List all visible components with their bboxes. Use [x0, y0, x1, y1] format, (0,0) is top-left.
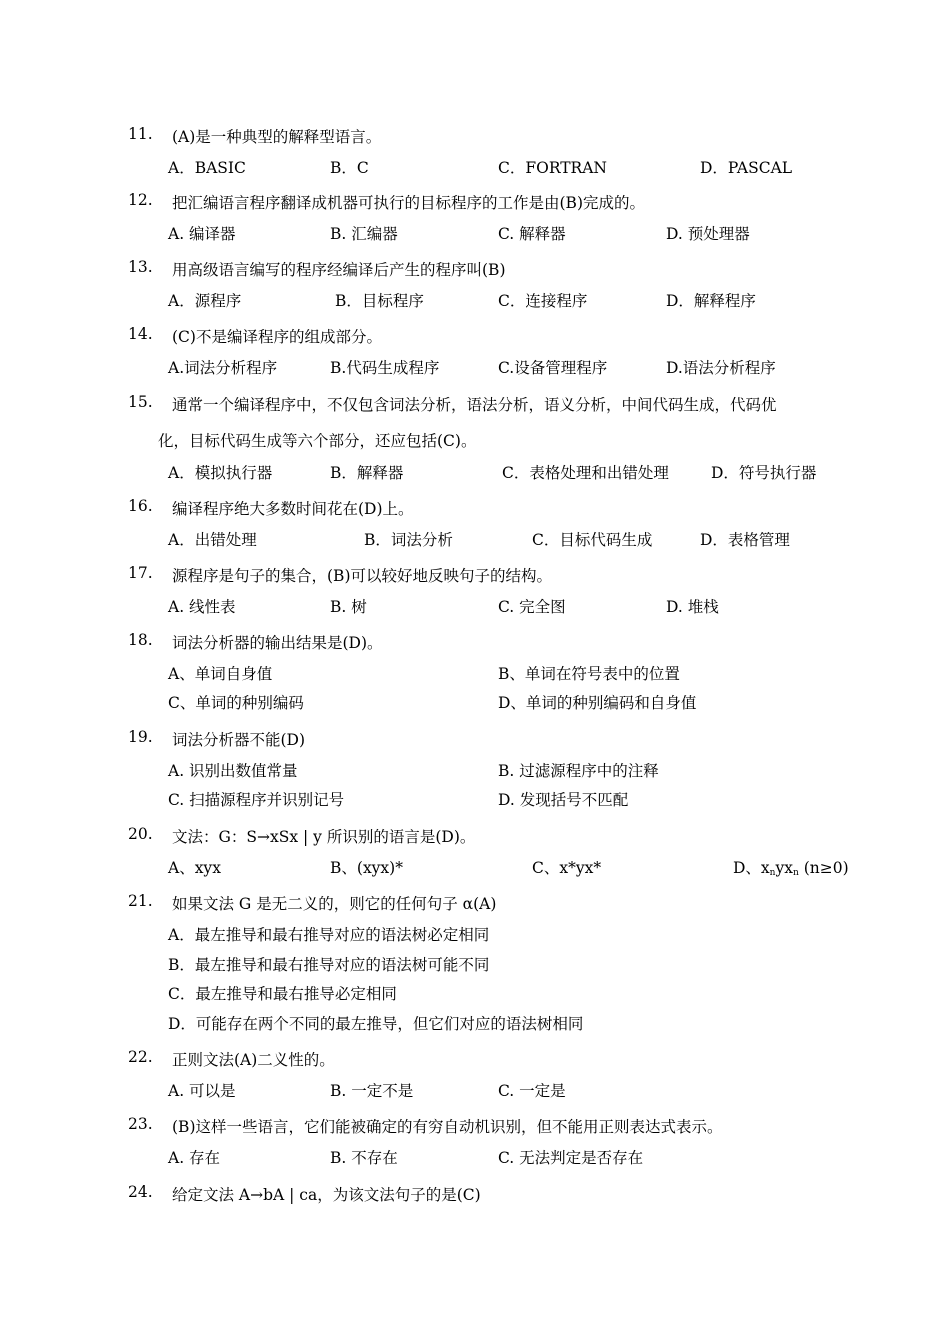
option-b: B．C [330, 159, 369, 177]
question-text: (A)是一种典型的解释型语言。 [172, 128, 382, 146]
question-number: 13. [128, 258, 153, 276]
option-d-part: yx [775, 859, 793, 877]
option-c: C．表格处理和出错处理 [502, 464, 669, 482]
option-b: B. 树 [330, 598, 367, 616]
option-c: C. 完全图 [498, 598, 566, 616]
option-a: A.词法分析程序 [168, 359, 278, 377]
option-c: C、单词的种别编码 [168, 694, 304, 712]
option-a: A. 线性表 [168, 598, 236, 616]
option-a: A．模拟执行器 [168, 464, 273, 482]
option-c: C. 一定是 [498, 1082, 566, 1100]
subscript-n: n [792, 868, 799, 878]
question-text: 编译程序绝大多数时间花在(D)上。 [172, 500, 414, 518]
question-text: (B)这样一些语言，它们能被确定的有穷自动机识别，但不能用正则表达式表示。 [172, 1118, 723, 1136]
question-text: 通常一个编译程序中，不仅包含词法分析，语法分析，语义分析，中间代码生成，代码优 [172, 396, 777, 414]
option-b: B．最左推导和最右推导对应的语法树可能不同 [168, 956, 490, 974]
option-b: B、(xyx)* [330, 859, 403, 877]
question-number: 19. [128, 728, 153, 746]
option-a: A、xyx [168, 859, 221, 877]
option-c: C. 解释器 [498, 225, 566, 243]
option-b: B．解释器 [330, 464, 404, 482]
question-number: 18. [128, 631, 153, 649]
question-number: 20. [128, 825, 153, 843]
question-number: 22. [128, 1048, 153, 1066]
question-text: 词法分析器不能(D) [172, 731, 306, 749]
question-text: 给定文法 A→bA | ca，为该文法句子的是(C) [172, 1186, 481, 1204]
question-text-continued: 化，目标代码生成等六个部分，还应包括(C)。 [158, 432, 477, 450]
option-b: B、单词在符号表中的位置 [498, 665, 680, 683]
option-c: C.设备管理程序 [498, 359, 608, 377]
option-c: C．连接程序 [498, 292, 588, 310]
option-c: C. 扫描源程序并识别记号 [168, 791, 345, 809]
question-number: 17. [128, 564, 153, 582]
option-c: C．目标代码生成 [532, 531, 653, 549]
option-d: D．PASCAL [700, 159, 793, 177]
option-a: A. 识别出数值常量 [168, 762, 298, 780]
option-d: D．表格管理 [700, 531, 790, 549]
option-c: C、x*yx* [532, 859, 602, 877]
option-d [733, 856, 849, 878]
question-number: 15. [128, 393, 153, 411]
option-b: B．目标程序 [335, 292, 424, 310]
option-b: B. 不存在 [330, 1149, 398, 1167]
option-a: A．最左推导和最右推导对应的语法树必定相同 [168, 926, 490, 944]
option-d: D. 预处理器 [666, 225, 750, 243]
question-number: 23. [128, 1115, 153, 1133]
option-c: C. 无法判定是否存在 [498, 1149, 644, 1167]
question-number: 16. [128, 497, 153, 515]
question-text: 把汇编语言程序翻译成机器可执行的目标程序的工作是由(B)完成的。 [172, 194, 645, 212]
option-a: A．出错处理 [168, 531, 257, 549]
question-text: (C)不是编译程序的组成部分。 [172, 328, 382, 346]
question-text: 词法分析器的输出结果是(D)。 [172, 634, 383, 652]
option-a: A. 存在 [168, 1149, 221, 1167]
option-d: D．解释程序 [666, 292, 756, 310]
option-d: D. 堆栈 [666, 598, 719, 616]
option-d: D．可能存在两个不同的最左推导，但它们对应的语法树相同 [168, 1015, 584, 1033]
question-number: 11. [128, 125, 153, 143]
option-a: A．源程序 [168, 292, 242, 310]
question-text: 如果文法 G 是无二义的，则它的任何句子 α(A) [172, 895, 497, 913]
question-number: 12. [128, 191, 153, 209]
option-d: D、单词的种别编码和自身值 [498, 694, 697, 712]
option-b: B. 一定不是 [330, 1082, 414, 1100]
option-d: D．符号执行器 [711, 464, 817, 482]
option-d-part: D、x [733, 859, 770, 877]
question-number: 21. [128, 892, 153, 910]
option-a: A、单词自身值 [168, 665, 273, 683]
question-text: 文法：G：S→xSx | y 所识别的语言是(D)。 [172, 828, 476, 846]
option-d: D.语法分析程序 [666, 359, 776, 377]
question-number: 14. [128, 325, 153, 343]
question-text: 用高级语言编写的程序经编译后产生的程序叫(B) [172, 261, 506, 279]
option-c: C．最左推导和最右推导必定相同 [168, 985, 397, 1003]
subscript-n: n [769, 868, 776, 878]
option-d: D. 发现括号不匹配 [498, 791, 629, 809]
option-b: B. 过滤源程序中的注释 [498, 762, 659, 780]
option-a: A. 可以是 [168, 1082, 236, 1100]
option-c: C．FORTRAN [498, 159, 607, 177]
option-b: B.代码生成程序 [330, 359, 440, 377]
option-d-condition: (n≥0) [798, 859, 849, 877]
option-a: A．BASIC [168, 159, 246, 177]
question-text: 源程序是句子的集合，(B)可以较好地反映句子的结构。 [172, 567, 552, 585]
option-b: B．词法分析 [364, 531, 453, 549]
option-a: A. 编译器 [168, 225, 236, 243]
option-b: B. 汇编器 [330, 225, 398, 243]
question-number: 24. [128, 1183, 153, 1201]
question-text: 正则文法(A)二义性的。 [172, 1051, 335, 1069]
